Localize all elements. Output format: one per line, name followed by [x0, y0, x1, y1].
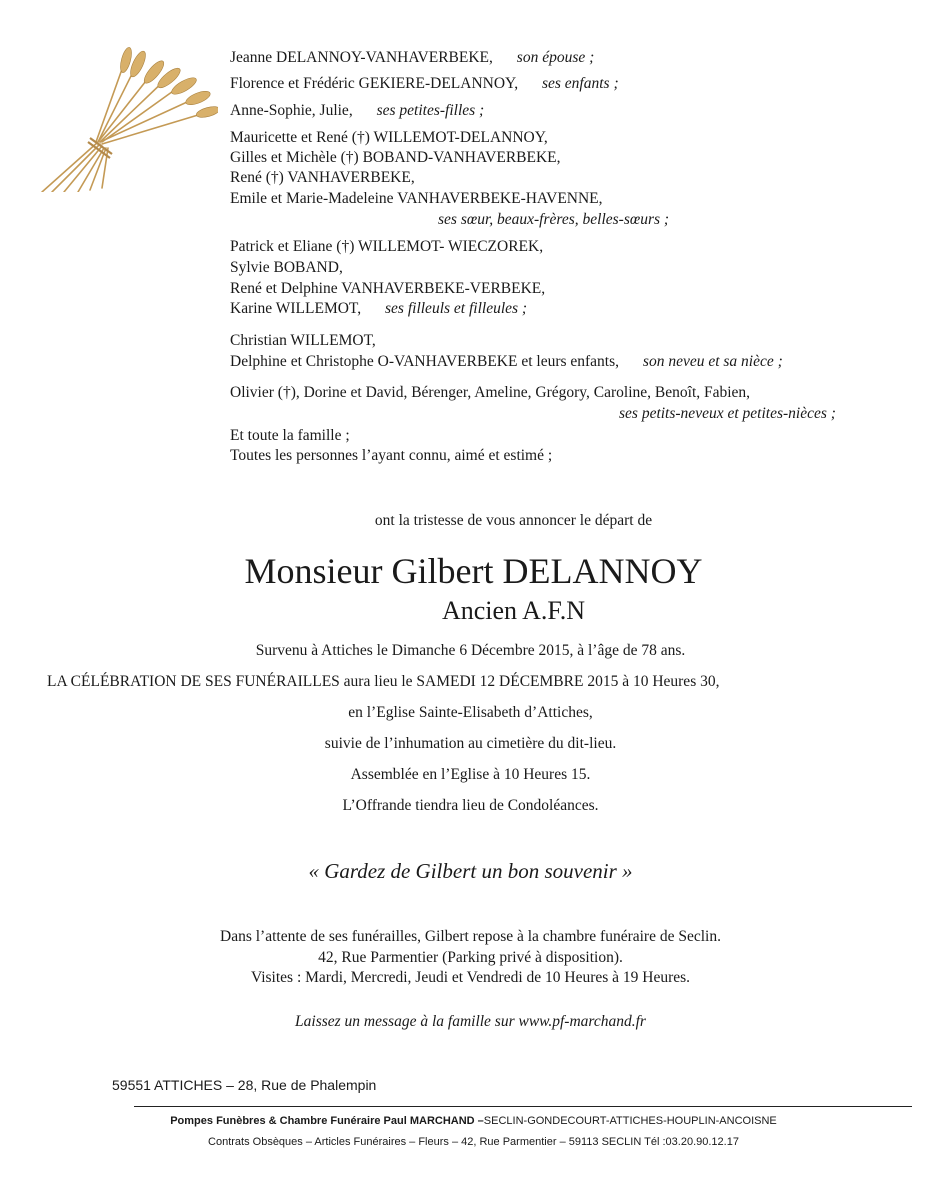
- detail-line: en l’Eglise Sainte-Elisabeth d’Attiches,: [348, 704, 593, 721]
- family-line: Christian WILLEMOT,: [230, 332, 376, 349]
- footer-divider: [134, 1106, 912, 1107]
- visit-line: 42, Rue Parmentier (Parking privé à disposition).: [318, 949, 623, 966]
- deceased-subtitle: Ancien A.F.N: [441, 596, 586, 625]
- family-role: ses enfants ;: [541, 75, 619, 92]
- family-line: Toutes les personnes l’ayant connu, aimé et estimé ;: [230, 447, 553, 464]
- footer-company-line: [0, 1113, 947, 1129]
- family-line: Emile et Marie-Madeleine VANHAVERBEKE-HAVENNE,: [230, 190, 603, 207]
- footer-contacts: Contrats Obsèques – Articles Funéraires – Fleurs – 42, Rue Parmentier – 59113 SECLIN Tél :03.20.90.12.17: [208, 1136, 739, 1148]
- family-row-granddaughters: [230, 101, 484, 121]
- family-names: Delphine et Christophe O-VANHAVERBEKE et leurs enfants,: [230, 353, 620, 370]
- visit-line: Visites : Mardi, Mercredi, Jeudi et Vendredi de 10 Heures à 19 Heures.: [250, 969, 691, 986]
- family-names: Karine WILLEMOT,: [230, 300, 362, 317]
- family-line: Gilles et Michèle (†) BOBAND-VANHAVERBEKE,: [230, 149, 561, 166]
- visit-line: Dans l’attente de ses funérailles, Gilbert repose à la chambre funéraire de Seclin.: [220, 928, 721, 945]
- family-line: René et Delphine VANHAVERBEKE-VERBEKE,: [230, 280, 546, 297]
- family-line: Olivier (†), Dorine et David, Bérenger, Ameline, Grégory, Caroline, Benoît, Fabien,: [230, 384, 751, 401]
- address: 59551 ATTICHES – 28, Rue de Phalempin: [112, 1077, 377, 1093]
- detail-line: LA CÉLÉBRATION DE SES FUNÉRAILLES aura lieu le SAMEDI 12 DÉCEMBRE 2015 à 10 Heures 30,: [47, 673, 720, 690]
- announcement-text: ont la tristesse de vous annoncer le départ de: [374, 512, 653, 529]
- family-line: Et toute la famille ;: [230, 427, 350, 444]
- footer-towns: SECLIN-GONDECOURT-ATTICHES-HOUPLIN-ANCOISNE: [483, 1115, 777, 1127]
- wheat-sheaf-icon: [38, 42, 218, 192]
- detail-line: L’Offrande tiendra lieu de Condoléances.: [342, 797, 599, 814]
- family-row-spouse: [230, 48, 594, 68]
- family-role: ses sœur, beaux-frères, belles-sœurs ;: [438, 211, 670, 228]
- family-row-godchildren: [230, 299, 527, 319]
- family-role: ses petites-filles ;: [376, 102, 485, 119]
- family-line: Sylvie BOBAND,: [230, 259, 343, 276]
- family-line: Patrick et Eliane (†) WILLEMOT- WIECZOREK,: [230, 238, 544, 255]
- family-row-children: [230, 74, 619, 94]
- detail-line: suivie de l’inhumation au cimetière du dit-lieu.: [324, 735, 617, 752]
- footer-company: Pompes Funèbres & Chambre Funéraire Paul MARCHAND –: [170, 1115, 484, 1127]
- family-line: René (†) VANHAVERBEKE,: [230, 169, 415, 186]
- family-names: Florence et Frédéric GEKIERE-DELANNOY,: [230, 75, 519, 92]
- guestbook-message: Laissez un message à la famille sur www.pf-marchand.fr: [295, 1013, 646, 1030]
- family-role: son épouse ;: [516, 49, 595, 66]
- family-names: Jeanne DELANNOY-VANHAVERBEKE,: [230, 49, 493, 66]
- family-names: Anne-Sophie, Julie,: [230, 102, 353, 119]
- deceased-name: Monsieur Gilbert DELANNOY: [244, 551, 703, 591]
- detail-line: Assemblée en l’Eglise à 10 Heures 15.: [350, 766, 591, 783]
- family-role: ses filleuls et filleules ;: [385, 300, 528, 317]
- family-role: ses petits-neveux et petites-nièces ;: [619, 405, 836, 422]
- family-role: son neveu et sa nièce ;: [642, 353, 783, 370]
- memorial-quote: « Gardez de Gilbert un bon souvenir »: [308, 859, 633, 883]
- family-row-nephew: [230, 352, 783, 372]
- detail-line: Survenu à Attiches le Dimanche 6 Décembre 2015, à l’âge de 78 ans.: [255, 642, 686, 659]
- family-line: Mauricette et René (†) WILLEMOT-DELANNOY,: [230, 129, 548, 146]
